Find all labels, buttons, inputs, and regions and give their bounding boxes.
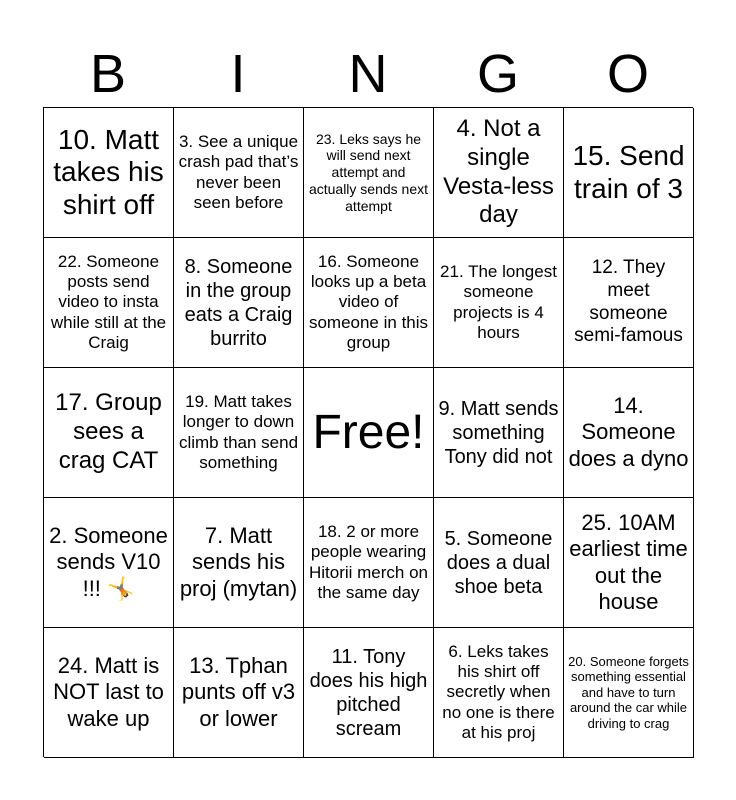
bingo-cell: 11. Tony does his high pitched scream (304, 628, 434, 758)
bingo-cell: 19. Matt takes longer to down climb than send something (174, 368, 304, 498)
header-letter-n: N (348, 44, 388, 104)
bingo-cell: 3. See a unique crash pad that’s never been seen before (174, 108, 304, 238)
free-space: Free! (304, 368, 434, 498)
bingo-cell: 12. They meet someone semi-famous (564, 238, 694, 368)
bingo-cell: 23. Leks says he will send next attempt and actually sends next attempt (304, 108, 434, 238)
bingo-cell: 24. Matt is NOT last to wake up (44, 628, 174, 758)
bingo-cell: 16. Someone looks up a beta video of someone in this group (304, 238, 434, 368)
bingo-cell: 18. 2 or more people wearing Hitorii merch on the same day (304, 498, 434, 628)
bingo-cell: 5. Someone does a dual shoe beta (434, 498, 564, 628)
header-letter-i: I (230, 44, 246, 104)
bingo-cell: 25. 10AM earliest time out the house (564, 498, 694, 628)
bingo-header (43, 40, 693, 108)
header-letter-b: B (89, 44, 127, 104)
bingo-cell: 15. Send train of 3 (564, 108, 694, 238)
bingo-cell: 9. Matt sends something Tony did not (434, 368, 564, 498)
bingo-cell: 10. Matt takes his shirt off (44, 108, 174, 238)
header-letter-g: G (476, 44, 519, 104)
bingo-cell: 17. Group sees a crag CAT (44, 368, 174, 498)
bingo-cell: 13. Tphan punts off v3 or lower (174, 628, 304, 758)
bingo-cell: 6. Leks takes his shirt off secretly when no one is there at his proj (434, 628, 564, 758)
bingo-cell: 4. Not a single Vesta-less day (434, 108, 564, 238)
bingo-cell: 14. Someone does a dyno (564, 368, 694, 498)
bingo-cell: 20. Someone forgets something essential and have to turn around the car while driving to crag (564, 628, 694, 758)
bingo-cell: 22. Someone posts send video to insta while still at the Craig (44, 238, 174, 368)
bingo-cell: 7. Matt sends his proj (mytan) (174, 498, 304, 628)
bingo-cell: 8. Someone in the group eats a Craig burrito (174, 238, 304, 368)
bingo-grid (43, 107, 693, 757)
header-letter-o: O (606, 44, 649, 104)
bingo-cell: 2. Someone sends V10 !!! 🤸 (44, 498, 174, 628)
bingo-cell: 21. The longest someone projects is 4 hours (434, 238, 564, 368)
